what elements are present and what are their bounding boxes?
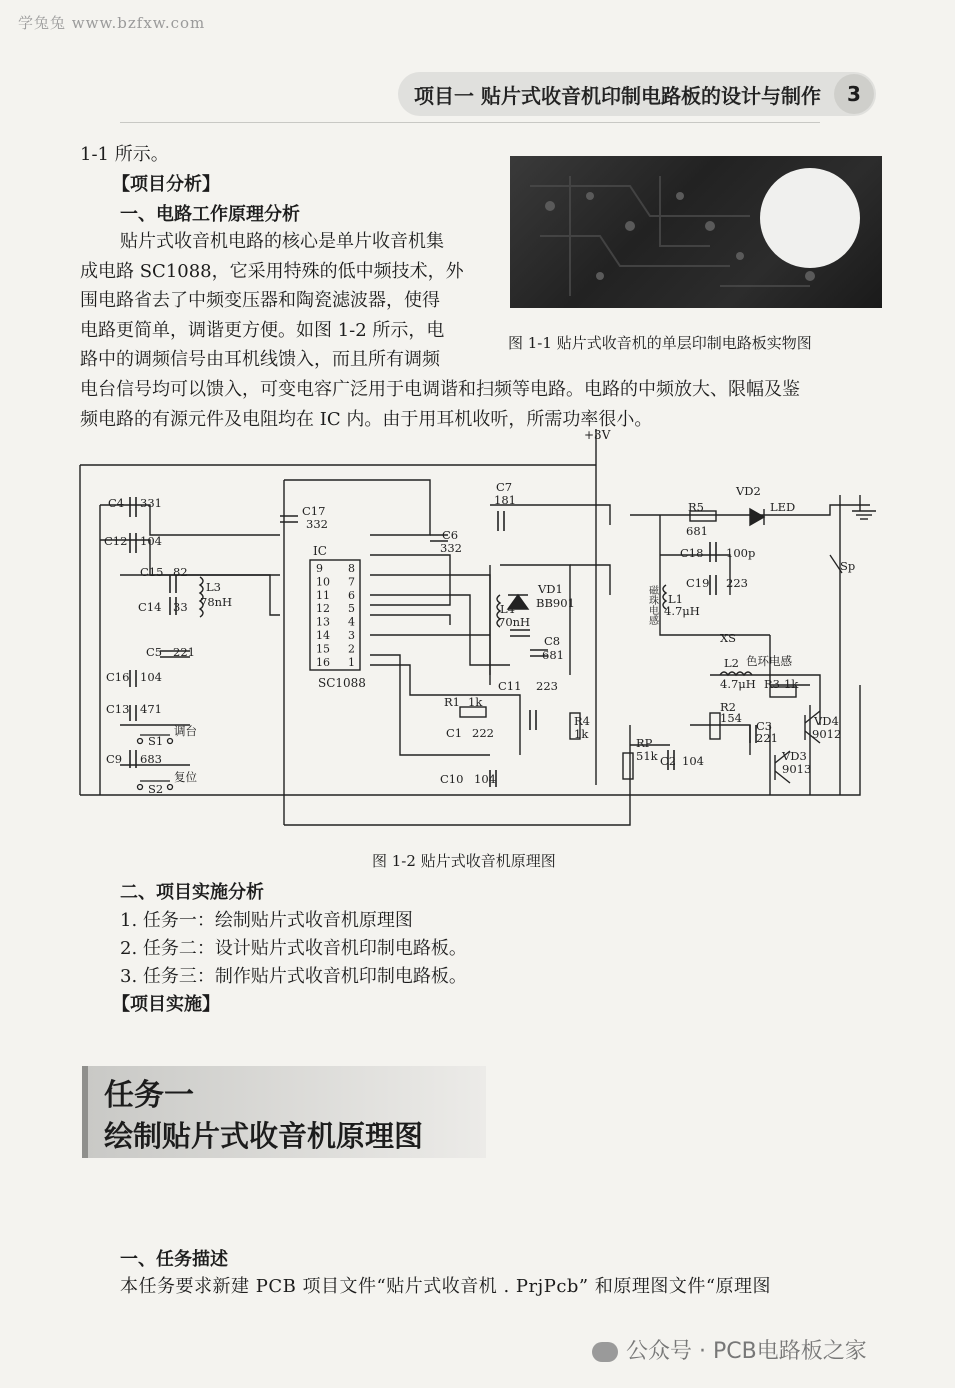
component-label-c17v: 332 bbox=[306, 517, 328, 531]
component-label-c7: C7 bbox=[496, 480, 513, 494]
ic-pin-right: 3 bbox=[348, 629, 355, 642]
component-label-c12v: 104 bbox=[140, 534, 162, 548]
component-label-s2n: 复位 bbox=[174, 770, 197, 784]
component-label-c4: C4 bbox=[108, 496, 125, 510]
watermark-text: 公众号 · PCB电路板之家 bbox=[626, 1339, 867, 1364]
component-label-c9v: 683 bbox=[140, 752, 162, 766]
component-label-l4: L4 bbox=[500, 602, 515, 616]
component-label-c13v: 471 bbox=[140, 702, 162, 716]
component-label-c5: C5 bbox=[146, 645, 163, 659]
ic-pin-left: 11 bbox=[316, 588, 330, 602]
component-label-vd4: VD4 bbox=[814, 714, 839, 728]
intro-fragment: 1-1 所示。 bbox=[80, 144, 169, 165]
paragraph-line: 电台信号均可以馈入，可变电容广泛用于电调谐和扫频等电路。电路的中频放大、限幅及鉴 bbox=[80, 379, 800, 400]
component-label-vd1: VD1 bbox=[538, 582, 563, 596]
component-label-s1: S1 bbox=[148, 734, 164, 748]
component-label-vd3: VD3 bbox=[782, 749, 807, 763]
component-label-r5v: 681 bbox=[686, 524, 708, 538]
task-desc-heading: 一、任务描述 bbox=[120, 1249, 228, 1270]
component-label-l3v: 78nH bbox=[200, 595, 233, 609]
paragraph-line: 电路更简单，调谐更方便。如图 1-2 所示，电 bbox=[80, 319, 445, 341]
component-label-vd1v: BB901 bbox=[536, 596, 575, 610]
component-label-r3v: 1k bbox=[784, 677, 799, 691]
pcb-mounting-hole bbox=[760, 168, 860, 268]
component-label-c13: C13 bbox=[106, 702, 130, 716]
component-label-l1: L1 bbox=[668, 592, 683, 606]
component-label-r5: R5 bbox=[688, 500, 704, 514]
component-label-sp: Sp bbox=[840, 559, 856, 573]
ic-pin-right: 1 bbox=[348, 655, 355, 669]
section2-heading: 二、项目实施分析 bbox=[120, 882, 264, 903]
component-label-l2n: 色环电感 bbox=[746, 654, 792, 668]
component-label-c3v: 221 bbox=[756, 731, 778, 745]
wechat-watermark bbox=[592, 1334, 867, 1365]
component-label-l4v: 70nH bbox=[498, 615, 531, 629]
component-label-c1v: 222 bbox=[472, 726, 494, 740]
component-label-c8: C8 bbox=[544, 634, 561, 648]
component-label-c5v: 221 bbox=[173, 645, 195, 659]
component-label-c6: C6 bbox=[442, 528, 459, 542]
component-label-c2: C2 bbox=[660, 754, 677, 768]
component-label-r4: R4 bbox=[574, 714, 590, 728]
component-label-l1v: 4.7μH bbox=[664, 604, 700, 618]
component-label-r1v: 1k bbox=[468, 695, 483, 709]
component-label-c15: C15 bbox=[140, 565, 164, 579]
component-label-r2v: 154 bbox=[720, 711, 742, 725]
component-label-c1: C1 bbox=[446, 726, 463, 740]
ic-pin-left: 13 bbox=[316, 615, 330, 629]
component-label-c9: C9 bbox=[106, 752, 123, 766]
component-label-s1n: 调台 bbox=[174, 724, 197, 738]
component-label-rpv: 51k bbox=[636, 749, 658, 763]
component-label-c14: C14 bbox=[138, 600, 162, 614]
component-label-xs: XS bbox=[720, 631, 737, 645]
site-watermark: 学兔兔 www.bzfxw.com bbox=[18, 14, 206, 32]
component-label-c10: C10 bbox=[440, 772, 464, 786]
running-header-title: 项目一 贴片式收音机印制电路板的设计与制作 bbox=[414, 84, 821, 108]
component-label-c19v: 223 bbox=[726, 576, 748, 590]
ic-pin-right: 6 bbox=[348, 588, 355, 602]
component-label-led: LED bbox=[770, 500, 796, 514]
component-label-c16v: 104 bbox=[140, 670, 162, 684]
task-desc-text: 本任务要求新建 PCB 项目文件“贴片式收音机 . PrjPcb” 和原理图文件“原理图 bbox=[120, 1276, 772, 1297]
supply-label: +3V bbox=[584, 428, 611, 442]
component-label-vd4v: 9012 bbox=[812, 727, 842, 741]
paragraph-line: 围电路省去了中频变压器和陶瓷滤波器，使得 bbox=[80, 290, 440, 311]
component-label-c10v: 104 bbox=[474, 772, 496, 786]
rp-body bbox=[623, 753, 633, 779]
ic-pin-right: 4 bbox=[348, 615, 355, 629]
vd2-led bbox=[750, 509, 764, 525]
figure1-caption: 图 1-1 贴片式收音机的单层印制电路板实物图 bbox=[508, 334, 812, 352]
component-label-c7v: 181 bbox=[494, 493, 516, 507]
component-label-bead: 磁珠电感 bbox=[646, 585, 658, 625]
ic-pin-right: 2 bbox=[348, 642, 355, 656]
component-label-c8v: 681 bbox=[542, 648, 564, 662]
component-label-l2: L2 bbox=[724, 656, 739, 670]
paragraph-line: 成电路 SC1088，它采用特殊的低中频技术，外 bbox=[80, 260, 464, 282]
task-banner-subtitle: 绘制贴片式收音机原理图 bbox=[104, 1119, 424, 1153]
ic-pin-left: 15 bbox=[316, 642, 330, 656]
component-label-vd2: VD2 bbox=[736, 484, 761, 498]
component-label-l3: L3 bbox=[206, 580, 221, 594]
component-label-l2v: 4.7μH bbox=[720, 677, 756, 691]
paragraph-line: 频电路的有源元件及电阻均在 IC 内。由于用耳机收听，所需功率很小。 bbox=[80, 408, 653, 430]
component-label-c3: C3 bbox=[756, 719, 773, 733]
task-banner-title: 任务一 bbox=[104, 1078, 194, 1113]
ic-pin-left: 14 bbox=[316, 629, 330, 642]
header-rule bbox=[120, 122, 820, 123]
component-label-c18v: 100p bbox=[726, 546, 756, 560]
component-label-c17: C17 bbox=[302, 504, 326, 518]
wechat-icon bbox=[592, 1342, 618, 1362]
ic-label: IC bbox=[313, 544, 327, 558]
component-label-rp: RP bbox=[636, 736, 653, 750]
ic-pin-right: 8 bbox=[348, 562, 355, 575]
task-item-3: 3. 任务三：制作贴片式收音机印制电路板。 bbox=[120, 966, 467, 987]
component-label-c11: C11 bbox=[498, 679, 522, 693]
ic-pin-left: 10 bbox=[316, 575, 330, 589]
component-label-c19: C19 bbox=[686, 576, 710, 590]
page-number: 3 bbox=[834, 74, 874, 114]
component-label-c18: C18 bbox=[680, 546, 704, 560]
principle-paragraph bbox=[80, 227, 500, 375]
r2-body bbox=[710, 713, 720, 739]
ic-pin-left: 9 bbox=[316, 562, 323, 575]
component-label-r3: R3 bbox=[764, 677, 780, 691]
component-label-s2: S2 bbox=[148, 782, 164, 796]
task-item-2: 2. 任务二：设计贴片式收音机印制电路板。 bbox=[120, 938, 467, 959]
figure2-caption: 图 1-2 贴片式收音机原理图 bbox=[372, 852, 556, 870]
ic-pin-right: 7 bbox=[348, 575, 355, 589]
component-label-r2: R2 bbox=[720, 700, 736, 714]
component-label-r1: R1 bbox=[444, 695, 460, 709]
project-impl-heading: 【项目实施】 bbox=[112, 994, 220, 1015]
section1-heading: 一、电路工作原理分析 bbox=[120, 204, 300, 225]
schematic-diagram bbox=[70, 425, 890, 845]
ic-pin-left: 16 bbox=[316, 655, 330, 669]
component-label-vd3v: 9013 bbox=[782, 762, 812, 776]
component-label-c11v: 223 bbox=[536, 679, 558, 693]
component-label-c4v: 331 bbox=[140, 496, 162, 510]
component-label-c6v: 332 bbox=[440, 541, 462, 555]
project-analysis-heading: 【项目分析】 bbox=[112, 174, 220, 195]
component-label-c2v: 104 bbox=[682, 754, 704, 768]
component-label-r4v: 1k bbox=[574, 727, 589, 741]
component-label-c14v: 33 bbox=[173, 600, 188, 614]
ic-pin-right: 5 bbox=[348, 602, 355, 616]
component-label-c12: C12 bbox=[104, 534, 128, 548]
task-item-1: 1. 任务一：绘制贴片式收音机原理图 bbox=[120, 910, 413, 931]
ic-name: SC1088 bbox=[318, 676, 366, 690]
paragraph-line: 路中的调频信号由耳机线馈入，而且所有调频 bbox=[80, 349, 440, 370]
ic-pin-left: 12 bbox=[316, 602, 330, 616]
component-label-c15v: 82 bbox=[173, 565, 188, 579]
paragraph-line: 贴片式收音机电路的核心是单片收音机集 bbox=[120, 231, 444, 252]
component-label-c16: C16 bbox=[106, 670, 130, 684]
